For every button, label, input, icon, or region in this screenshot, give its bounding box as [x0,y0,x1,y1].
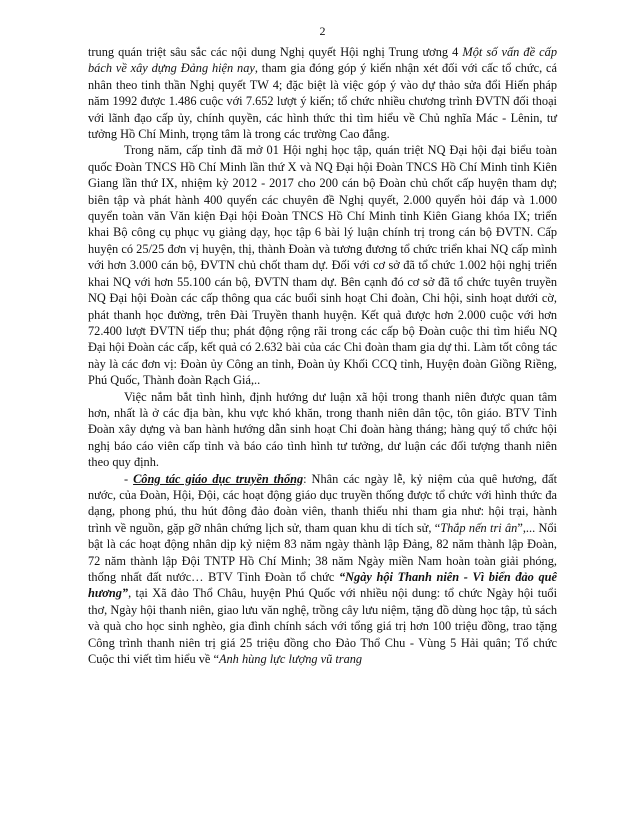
text-run: trung quán triệt sâu sắc các nội dung Nghị quyết Hội nghị Trung ương 4 [88,45,463,59]
text-run: - [124,471,134,486]
text-run: Thắp nến tri ân [440,520,518,535]
text-run: : Nhân các ngày lễ, kỷ niệm của quê hương, đất nước, của Đoàn, Hội, Đội, các hoạt động giáo dục truyền thống được tổ chức với hình thức đa dạng, phong phú, thu hút đông đảo đoàn viên, thanh thiếu nhi tham gia như: hội trại, hành trình về nguồn, gặp gỡ nhân chứng lịch sử, tham quan khu di tích sử, “ [88,471,558,535]
paragraph [88,44,557,142]
paragraph [88,142,557,388]
text-run: , tham gia đóng góp ý kiến nhận xét đối với cấc tổ chức, cá nhân theo tinh thần Nghị quyết TW 4; đặc biệt là việc góp ý vào dự thảo sửa đổi Hiến pháp năm 1992 được 1.486 cuộc với 7.652 lượt ý kiến; tổ chức nhiều chương trình ĐVTN đối thoại với lãnh đạo cấp ủy, chính quyền, các hình thức thi tìm hiểu về Chủ nghĩa Mác - Lênin, tư tưởng Hồ Chí Minh, trọng tâm là trong các trường Cao đẳng. [88,61,557,142]
paragraph [88,389,557,471]
text-run: Việc nắm bắt tình hình, định hướng dư luận xã hội trong thanh niên được quan tâm hơn, nhất là ở các địa bàn, khu vực khó khăn, trong thanh niên dân tộc, tôn giáo. BTV Tỉnh Đoàn xây dựng và ban hành hướng dẫn sinh hoạt Chi đoàn hàng tháng; hàng quý tổ chức hội nghị báo cáo viên cấp tỉnh và báo cáo tình hình tư tưởng, dư luận các đối tượng thanh niên theo quy định. [88,389,557,470]
text-run: Một số vấn đề cấp bách về xây dựng Đảng hiện nay [88,45,557,76]
text-run: Công tác giáo dục truyền thống [133,471,304,486]
body-text [88,44,557,667]
page-number: 2 [319,24,326,38]
text-run: , tại Xã đảo Thổ Châu, huyện Phú Quốc với nhiều nội dung: tổ chức Ngày hội tuổi thơ, Ngày hội thanh niên, giao lưu văn nghệ, trồng cây lưu niệm, tặng đồ dùng học tập, tủ sách và quà cho học sinh nghèo, gia đình chính sách với tổng giá trị hơn 100 triệu đồng, trao tặng Công trình thanh niên trị giá 25 triệu đồng cho Đảo Thổ Chu - Vùng 5 Hải quân; Tổ chức Cuộc thi viết tìm hiểu về “ [88,586,557,667]
paragraph [88,471,557,668]
text-run: Trong năm, cấp tỉnh đã mở 01 Hội nghị học tập, quán triệt NQ Đại hội đại biểu toàn quốc Đoàn TNCS Hồ Chí Minh lần thứ X và NQ Đại hội Đoàn TNCS Hồ Chí Minh tỉnh Kiên Giang lần thứ IX, nhiệm kỳ 2012 - 2017 cho 200 cán bộ Đoàn chủ chốt cấp huyện tham dự; biên tập và phát hành 400 quyển các chuyên đề Nghị quyết, 2.000 quyển hỏi đáp và 1.000 quyển toàn văn Văn kiện Đại hội Đoàn TNCS Hồ Chí Minh tỉnh Kiên Giang khóa IX; triển khai Bộ công cụ phục vụ giảng dạy, học tập 6 bài lý luận chính trị trong cán bộ ĐVTN. Cấp huyện có 25/25 đơn vị huyện, thị, thành Đoàn và tương đương tổ chức triển khai NQ cấp mình với hơn 3.000 cán bộ, ĐVTN chủ chốt tham dự. Đối với cơ sở đã tổ chức 1.002 hội nghị triển khai NQ với hơn 55.100 cán bộ, ĐVTN tham dự. Bên cạnh đó cơ sở đã tổ chức tuyên truyền NQ Đại hội Đoàn các cấp thông qua các buổi sinh hoạt Chi đoàn, Chi hội, sinh hoạt dưới cờ, phát thanh học đường, trên Đài Truyền thanh huyện. Kết quả được hơn 2.000 cuộc với hơn 72.400 lượt ĐVTN tiếp thu; phát động rộng rãi trong các cấp bộ Đoàn cuộc thi tìm hiểu NQ Đại hội Đoàn các cấp, kết quả có 2.632 bài của các Chi đoàn tham gia dự thi. Làm tốt công tác này là các đơn vị: Đoàn ủy Công an tỉnh, Đoàn ủy Khối CCQ tỉnh, Huyện đoàn Giồng Riềng, Phú Quốc, Thành đoàn Rạch Giá,.. [88,143,557,388]
text-run: ”,... Nổi bật là các hoạt động nhân dịp kỷ niệm 83 năm ngày thành lập Đảng, 82 năm thành lập Đoàn, 72 năm thành lập Đội TNTP Hồ Chí Minh; 38 năm Ngày miền Nam hoàn toàn giải phóng, thống nhất đất nước… BTV Tỉnh Đoàn tổ chức [88,520,557,584]
text-run: “Ngày hội Thanh niên - Vì biển đảo quê hương” [88,570,557,601]
text-run: Anh hùng lực lượng vũ trang [218,652,363,667]
